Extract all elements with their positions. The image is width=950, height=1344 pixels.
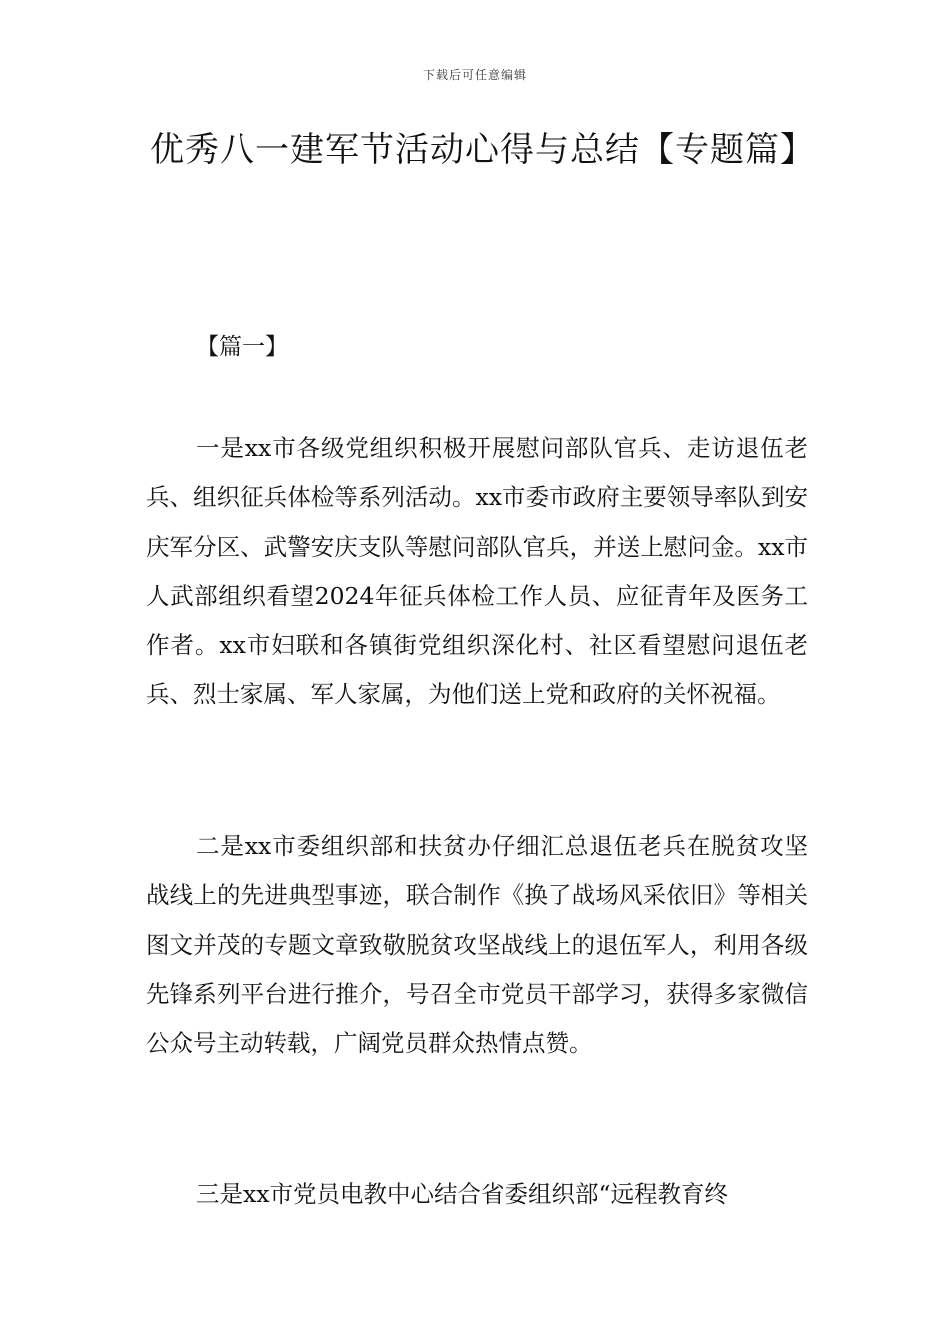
paragraph: 三是xx市党员电教中心结合省委组织部“远程教育终 (196, 1180, 729, 1208)
section-label: 【篇一】 (196, 334, 288, 360)
document-title: 优秀八一建军节活动心得与总结【专题篇】 (150, 130, 815, 170)
paragraph-3-container (146, 1170, 808, 1219)
paragraph-2-container (146, 822, 808, 1068)
paragraph: 一是xx市各级党组织积极开展慰问部队官兵、走访退伍老兵、组织征兵体检等系列活动。xx市委市政府主要领导率队到安庆军分区、武警安庆支队等慰问部队官兵，并送上慰问金。xx市人武部组织看望2024年征兵体检工作人员、应征青年及医务工作者。xx市妇联和各镇街党组织深化村、社区看望慰问退伍老兵、烈士家属、军人家属，为他们送上党和政府的关怀祝福。 (146, 434, 808, 709)
header-note: 下载后可任意编辑 (422, 68, 527, 82)
paragraph: 二是xx市委组织部和扶贫办仔细汇总退伍老兵在脱贫攻坚战线上的先进典型事迹，联合制作《换了战场风采依旧》等相关图文并茂的专题文章致敬脱贫攻坚战线上的退伍军人，利用各级先锋系列平台进行推介，号召全市党员干部学习，获得多家微信公众号主动转载，广阔党员群众热情点赞。 (146, 832, 808, 1058)
paragraph-1-container (146, 424, 808, 720)
